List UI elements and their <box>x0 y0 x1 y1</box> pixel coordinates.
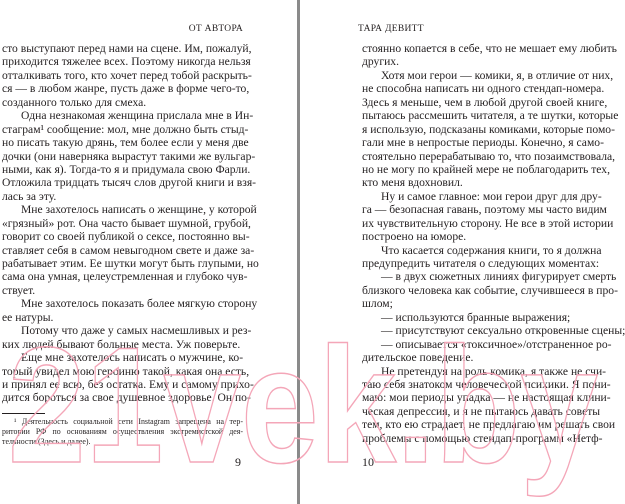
text-line: ¹ Деятельность социальной сети Instagram запрещена на тер- <box>14 417 243 426</box>
text-line: ся — в любом жанре, пусть даже в форме чего-то, <box>2 82 250 96</box>
text-line: гали мне в непростые периоды. Конечно, я само- <box>362 136 604 150</box>
svg-text:21vek.by: 21vek.by <box>8 313 598 497</box>
text-line: приходится тяжелее всех. Поэтому никогда нельзя <box>2 55 251 69</box>
left-page <box>0 0 298 504</box>
text-line: шлом; <box>362 297 393 311</box>
text-line: близкого человека как событие, случившееся в про- <box>362 283 618 297</box>
text-line: но писать такую дрянь, тем более если у меня две <box>2 136 249 150</box>
text-line: проблемы с помощью стендап-программ «Нетф- <box>362 431 603 445</box>
text-line: Одна незнакомая женщина прислала мне в Ин- <box>21 109 254 123</box>
text-line: ких людей бывают больные места. Уж поверьте. <box>2 337 241 351</box>
text-line: и принял ее всю, без остатка. Ему и самому прихо- <box>2 377 254 391</box>
text-line: Хотя мои герои — комики, я, в отличие от них, <box>381 68 614 82</box>
text-line: «грязный» рот. Она часто бывает шумной, грубой, <box>2 216 251 230</box>
text-line: стоятельно перерабатываю то, что позаимствовала, <box>362 149 616 163</box>
text-line: — используются бранные выражения; <box>381 310 571 324</box>
text-line: говорит со своей публикой о сексе, постоянно вы- <box>2 230 250 244</box>
text-line: тельности (Здесь и далее). <box>2 436 91 446</box>
text-line: лась за эту. <box>2 189 57 203</box>
text-line: ее натуры. <box>2 310 54 324</box>
text-line: но не могу по крайней мере не поблагодарить тех, <box>362 162 610 176</box>
text-line: дочки (они наверняка вырастут такими же вульгар- <box>2 149 256 163</box>
page-body <box>2 42 259 405</box>
page-number: 9 <box>235 455 241 469</box>
text-line: рабатывает этим. Ее шутки могут быть глупыми, но <box>2 257 259 270</box>
text-line: — описывается «токсичное»/отстраненное ро- <box>381 337 612 351</box>
text-line: ными, как я). Тогда-то я и придумала свою Фарли. <box>2 162 251 176</box>
text-line: таю себя знатоком человеческой психики. Я пони- <box>362 377 611 391</box>
footnote <box>2 417 243 447</box>
right-page <box>298 0 625 504</box>
footnote-divider <box>2 413 45 414</box>
text-line: ставляет себя в самом невыгодном свете и даже за- <box>2 243 255 257</box>
text-line: я использую, подсказаны комиками, которые помо- <box>362 122 615 136</box>
text-line: дительское поведение. <box>362 351 474 365</box>
text-line: Мне захотелось написать о женщине, у которой <box>21 203 257 217</box>
text-line: сто выступают перед нами на сцене. Им, пожалуй, <box>2 42 252 55</box>
text-line: Что касается содержания книги, то я должна <box>381 243 602 257</box>
text-line: Не претендуя на роль комика, я также не счи- <box>381 364 607 378</box>
text-line: построено на юморе. <box>362 230 467 244</box>
page-body <box>362 42 625 445</box>
text-line: — в двух сюжетных линиях фигурирует смерть <box>381 270 617 284</box>
text-line: — присутствуют сексуально откровенные сцены; <box>381 324 625 338</box>
running-head: ОТ АВТОРА <box>188 24 243 34</box>
text-line: их чувствительную сторону. Не все в этой истории <box>362 216 614 230</box>
text-line: отталкивать того, кто хочет перед тобой раскрыть- <box>2 68 252 82</box>
text-line: Мне захотелось показать более мягкую сторону <box>21 297 258 311</box>
page-number: 10 <box>362 455 374 469</box>
text-line: стаграм¹ сообщение: мол, мне должно быть стыд- <box>2 122 249 136</box>
text-line: Отложила тридцать тысяч слов другой книги и взя- <box>2 176 257 190</box>
text-line: Потому что даже у самых насмешливых и рез- <box>21 324 252 338</box>
text-line: га — безопасная гавань, поэтому мы часто видим <box>362 203 607 217</box>
text-line: дится бороться за свое душевное здоровье. Он по- <box>2 391 251 405</box>
text-line: ствует. <box>2 283 36 297</box>
text-line: тем, кто ею страдает, не предлагаю им решать свои <box>362 418 616 432</box>
text-line: сама она умная, целеустремленная и глубоко чув- <box>2 270 248 284</box>
text-line: других. <box>362 55 399 69</box>
text-line: Еще мне захотелось написать о мужчине, ко- <box>21 351 244 365</box>
text-line: предупредить читателя о следующих моментах: <box>362 257 600 270</box>
text-line: ческая депрессия, и я не пытаюсь давать советы <box>362 404 601 418</box>
text-line: стоянно копается в себе, что не мешает ему любить <box>362 42 617 55</box>
text-line: маю: мои периоды упадка — не настоящая клини- <box>362 391 611 405</box>
running-head: ТАРА ДЕВИТТ <box>358 24 424 34</box>
text-line: пытаюсь рассмешить читателя, а те шутки, которые <box>362 109 619 123</box>
text-line: Здесь я меньше, чем в любой другой своей книге, <box>362 95 608 109</box>
text-line: кто меня вдохновил. <box>362 176 463 190</box>
text-line: не способна написать ни одного стендап-номера. <box>362 82 605 96</box>
text-line: созданного только для смеха. <box>2 95 147 109</box>
text-line: Ну и самое главное: мои герои друг для дру- <box>381 189 602 203</box>
text-line: ритории РФ по основаниям осуществления экстремистской дея- <box>2 426 243 436</box>
text-line: торый увидел мою героиню такой, какая она есть, <box>2 364 250 378</box>
